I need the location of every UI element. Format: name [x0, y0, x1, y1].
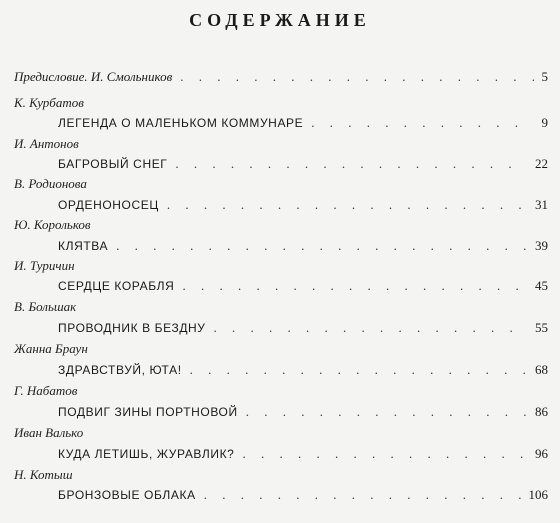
story-title: КУДА ЛЕТИШЬ, ЖУРАВЛИК? [58, 447, 235, 461]
preface-title: Предисловие. И. Смольников [14, 69, 173, 84]
toc-author: Г. Набатов [14, 383, 78, 398]
story-title: ОРДЕНОНОСЕЦ [58, 198, 159, 212]
dot-leader [214, 319, 527, 337]
page-number: 9 [541, 115, 548, 130]
page-number: 55 [535, 320, 548, 335]
toc-entry-preface [14, 68, 548, 86]
dot-leader [167, 196, 527, 214]
toc-author: И. Туричин [14, 258, 75, 273]
dot-leader [190, 361, 527, 379]
toc-author: Иван Валько [14, 425, 84, 440]
toc-entry [58, 403, 548, 421]
story-title: ЛЕГЕНДА О МАЛЕНЬКОМ КОММУНАРЕ [58, 116, 304, 130]
dot-leader [242, 445, 527, 463]
page-number: 96 [535, 446, 548, 461]
toc-author: Ю. Корольков [14, 217, 91, 232]
toc-author: Жанна Браун [14, 341, 88, 356]
story-title: ПРОВОДНИК В БЕЗДНУ [58, 321, 206, 335]
toc-entry [58, 237, 548, 255]
dot-leader [246, 403, 527, 421]
story-title: ПОДВИГ ЗИНЫ ПОРТНОВОЙ [58, 405, 238, 419]
page-number: 68 [535, 362, 548, 377]
page-number: 5 [541, 69, 548, 84]
page-number: 22 [535, 156, 548, 171]
page-title: СОДЕРЖАНИЕ [189, 10, 371, 30]
story-title: ЗДРАВСТВУЙ, ЮТА! [58, 363, 182, 377]
dot-leader [204, 486, 521, 504]
dot-leader [180, 68, 533, 86]
page-number: 39 [535, 238, 548, 253]
page-number: 86 [535, 404, 548, 419]
dot-leader [116, 237, 527, 255]
toc-author: В. Большак [14, 299, 77, 314]
story-title: БРОНЗОВЫЕ ОБЛАКА [58, 488, 196, 502]
toc-entry [58, 445, 548, 463]
toc-author: К. Курбатов [14, 95, 84, 110]
toc-entry [58, 319, 548, 337]
toc-author: В. Родионова [14, 176, 87, 191]
story-title: КЛЯТВА [58, 239, 109, 253]
toc-entry [58, 114, 548, 132]
toc-entry [58, 196, 548, 214]
toc-author: И. Антонов [14, 136, 79, 151]
toc-entry [58, 486, 548, 504]
page-number: 106 [528, 487, 548, 502]
page-number: 45 [535, 278, 548, 293]
dot-leader [182, 277, 527, 295]
toc-author: Н. Котыш [14, 467, 73, 482]
story-title: БАГРОВЫЙ СНЕГ [58, 157, 168, 171]
dot-leader [311, 114, 533, 132]
story-title: СЕРДЦЕ КОРАБЛЯ [58, 279, 175, 293]
toc-entry [58, 155, 548, 173]
page-number: 31 [535, 197, 548, 212]
toc-entry [58, 361, 548, 379]
toc-entry [58, 277, 548, 295]
dot-leader [175, 155, 527, 173]
